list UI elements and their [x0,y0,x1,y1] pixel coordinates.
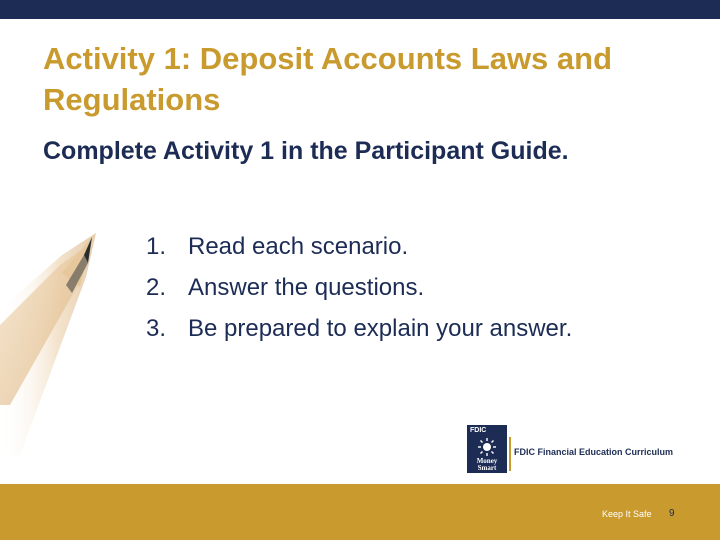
step-text: Be prepared to explain your answer. [188,315,573,342]
slide-subtitle: Complete Activity 1 in the Participant Guide. [43,137,569,165]
fdic-badge-text: FDIC [470,427,487,434]
steps-list [146,226,572,349]
list-item [146,226,572,267]
money-smart-line1: Money [476,457,498,465]
sun-icon [476,437,498,457]
page-number: 9 [669,508,675,519]
logo-divider [509,437,511,471]
step-text: Answer the questions. [188,274,425,301]
slide-title: Activity 1: Deposit Accounts Laws and Regulations [43,41,613,117]
fdic-money-smart-logo [467,425,687,475]
step-number: 1. [146,233,167,260]
money-smart-line2: Smart [477,464,497,472]
pencil-icon [0,215,140,455]
money-smart-badge [467,425,507,473]
money-smart-text [467,458,507,472]
curriculum-label: FDIC Financial Education Curriculum [514,447,674,457]
top-banner [0,0,720,19]
step-number: 2. [146,274,167,301]
step-text: Read each scenario. [188,233,409,260]
list-item [146,308,572,349]
list-item [146,267,572,308]
step-number: 3. [146,315,167,342]
footer-text: Keep It Safe [602,509,652,519]
